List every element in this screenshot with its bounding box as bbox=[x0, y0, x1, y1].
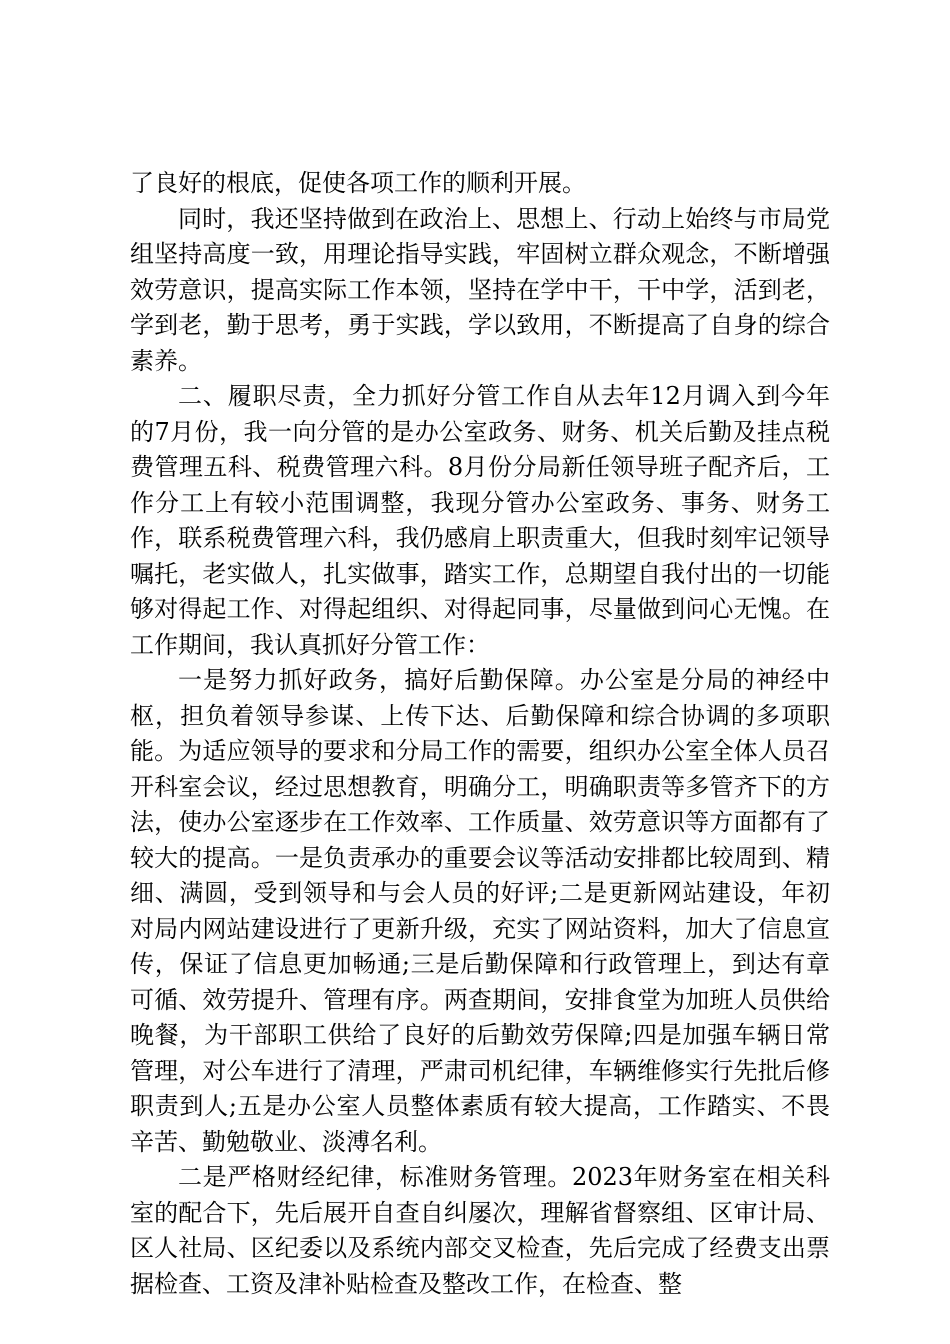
paragraph-1: 了良好的根底，促使各项工作的顺利开展。 bbox=[130, 169, 586, 197]
paragraph-4: 一是努力抓好政务，搞好后勤保障。办公室是分局的神经中枢，担负着领导参谋、上传下达、后勤保障和综合协调的多项职能。为适应领导的要求和分局工作的需要，组织办公室全体人员召开科室会议，经过思想教育，明确分工，明确职责等多管齐下的方法，使办公室逐步在工作效率、工作质量、效劳意识等方面都有了较大的提高。一是负责承办的重要会议等活动安排都比较周到、精细、满圆，受到领导和与会人员的好评;二是更新网站建设，年初对局内网站建设进行了更新升级，充实了网站资料，加大了信息宣传，保证了信息更加畅通;三是后勤保障和行政管理上，到达有章可循、效劳提升、管理有序。两查期间，安排食堂为加班人员供给晚餐，为干部职工供给了良好的后勤效劳保障;四是加强车辆日常管理，对公车进行了清理，严肃司机纪律，车辆维修实行先批后修职责到人;五是办公室人员整体素质有较大提高，工作踏实、不畏辛苦、勤勉敬业、淡溥名利。 bbox=[130, 666, 830, 1156]
paragraph-3-section-heading: 二、履职尽责，全力抓好分管工作自从去年12月调入到今年的7月份，我一向分管的是办公室政务、财务、机关后勤及挂点税费管理五科、税费管理六科。8月份分局新任领导班子配齐后，工作分工上有较小范围调整，我现分管办公室政务、事务、财务工作，联系税费管理六科，我仍感肩上职责重大，但我时刻牢记领导嘱托，老实做人，扎实做事，踏实工作，总期望自我付出的一切能够对得起工作、对得起组织、对得起同事，尽量做到问心无愧。在工作期间，我认真抓好分管工作： bbox=[130, 382, 830, 659]
paragraph-2: 同时，我还坚持做到在政治上、思想上、行动上始终与市局党组坚持高度一致，用理论指导实践，牢固树立群众观念，不断增强效劳意识，提高实际工作本领，坚持在学中干，干中学，活到老，学到老，勤于思考，勇于实践，学以致用，不断提高了自身的综合素养。 bbox=[130, 204, 830, 375]
document-page bbox=[130, 166, 830, 1302]
paragraph-5: 二是严格财经纪律，标准财务管理。2023年财务室在相关科室的配合下，先后展开自查自纠屡次，理解省督察组、区审计局、区人社局、区纪委以及系统内部交叉检查，先后完成了经费支出票据检查、工资及津补贴检查及整改工作，在检查、整 bbox=[130, 1163, 830, 1298]
